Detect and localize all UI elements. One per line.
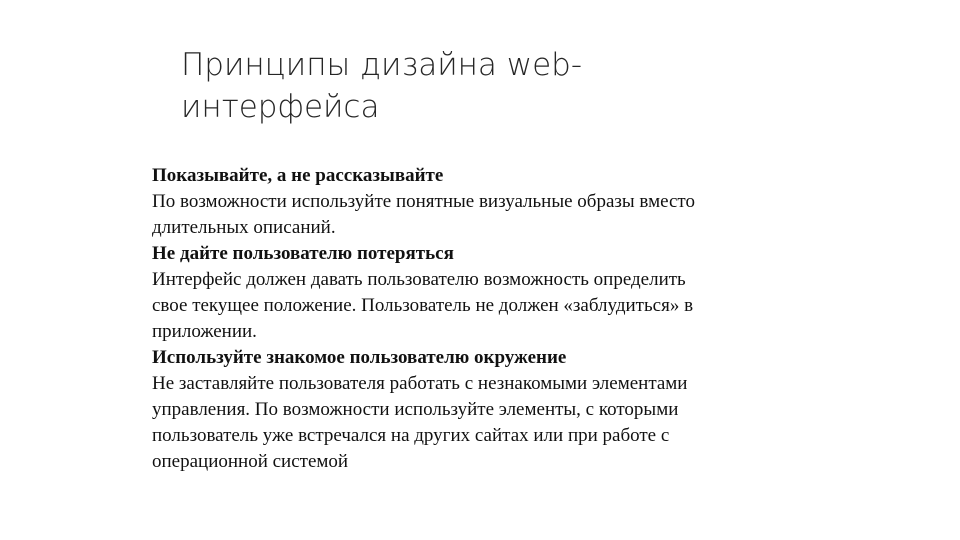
section-text-line: Интерфейс должен давать пользователю возможность определить bbox=[152, 269, 686, 290]
section-text-line: свое текущее положение. Пользователь не должен «заблудиться» в bbox=[152, 295, 694, 316]
section-text-line: управления. По возможности используйте элементы, с которыми bbox=[152, 399, 679, 420]
section-heading: Используйте знакомое пользователю окружение bbox=[152, 347, 567, 368]
section-text-line: По возможности используйте понятные визуальные образы вместо bbox=[152, 191, 695, 212]
title-line: интерфейса bbox=[181, 89, 380, 125]
section-text-line: длительных описаний. bbox=[152, 217, 336, 238]
section-text-line: Не заставляйте пользователя работать с незнакомыми элементами bbox=[152, 373, 688, 394]
title-line: Принципы дизайна web- bbox=[181, 47, 583, 83]
section-heading: Показывайте, а не рассказывайте bbox=[152, 165, 444, 186]
slide-title bbox=[181, 44, 701, 128]
section-heading: Не дайте пользователю потеряться bbox=[152, 243, 454, 264]
section-text-line: пользователь уже встречался на других сайтах или при работе с bbox=[152, 425, 670, 446]
section-text-line: приложении. bbox=[152, 321, 257, 342]
section-text-line: операционной системой bbox=[152, 451, 349, 472]
slide-body bbox=[152, 163, 802, 475]
